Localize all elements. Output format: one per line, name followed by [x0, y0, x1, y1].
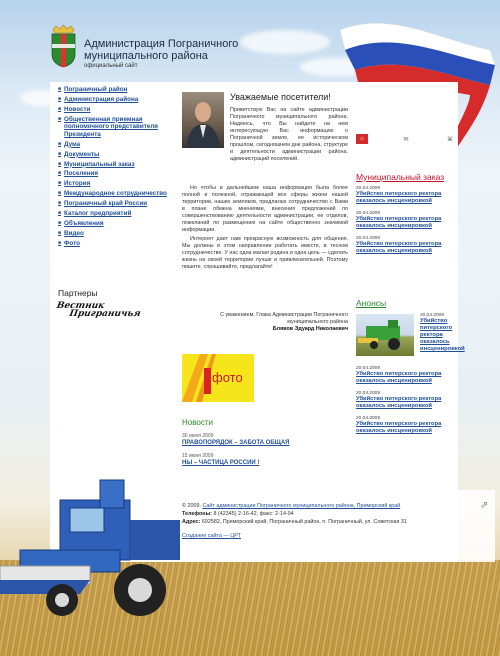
copyright-line — [182, 502, 462, 510]
municipal-order-link[interactable]: Убийство питерского ректора оказалось инсценировкой — [356, 216, 442, 229]
nav-item-label[interactable]: Поселения — [64, 170, 99, 178]
harvester-thumbnail-graphic — [356, 314, 414, 356]
combine-harvester-illustration — [0, 470, 200, 656]
nav-item-label[interactable]: Документы — [64, 150, 100, 158]
news-link[interactable]: НЫ – ЧАСТИЦА РОССИИ ! — [182, 460, 260, 466]
bullet-icon: ■ — [58, 219, 62, 226]
item-date: 20.04.2009 — [356, 236, 381, 241]
greeting-paragraph: Интернет дает нам прекрасную возможность для общения. Мы должны в этом направлении работать вместе, в тесном сотрудничестве. У нас одна малая родина и одна цель — сделать жизнь на своей территории лучше и привлекательней. Поэтому пишите, спрашивайте, предлагайте! — [182, 236, 348, 270]
main-nav — [58, 86, 168, 250]
item-date: 20.04.2009 — [356, 186, 381, 191]
phones-value: 8 (42345) 2-16-42, факс: 2-14-94 — [213, 511, 294, 517]
bullet-icon: ■ — [58, 209, 62, 216]
news-date: 15 июня 2009 — [182, 453, 214, 459]
announcements-list — [356, 366, 456, 441]
nav-item-border-region[interactable] — [58, 200, 168, 208]
photo-banner[interactable] — [182, 354, 254, 402]
nav-item-district[interactable] — [58, 86, 168, 94]
municipal-order-link[interactable]: Убийство питерского ректора оказалось инсценировкой — [356, 241, 442, 254]
phones-label: Телефоны: — [182, 511, 212, 517]
bullet-icon: ■ — [58, 115, 62, 122]
copyright-prefix: © 2009. — [182, 503, 201, 509]
item-date: 20.04.2009 — [356, 391, 381, 396]
home-icon[interactable]: ⌂ — [356, 134, 368, 144]
greeting-body — [182, 185, 348, 271]
nav-item-video[interactable] — [58, 230, 168, 238]
nav-item-label[interactable]: Объявления — [64, 219, 104, 227]
combine-harvester-thumbnail[interactable] — [356, 314, 414, 356]
bullet-icon: ■ — [58, 170, 62, 177]
bullet-icon: ■ — [58, 180, 62, 187]
nav-item-international[interactable] — [58, 190, 168, 198]
sitemap-icon[interactable]: ⌘ — [447, 136, 453, 143]
photo-banner-label: фото — [212, 370, 243, 385]
head-portrait — [182, 92, 224, 148]
announcement-link[interactable]: Убийство питерского ректора оказалось инсценировкой — [356, 371, 442, 384]
nav-item-settlements[interactable] — [58, 170, 168, 178]
news-date: 30 июня 2009 — [182, 433, 214, 439]
municipal-order-link[interactable]: Убийство питерского ректора оказалось инсценировкой — [356, 191, 442, 204]
announcement-link[interactable]: Убийство питерского ректора оказалось инсценировкой — [356, 421, 442, 434]
nav-item-news[interactable] — [58, 106, 168, 114]
announcement-link[interactable]: Убийство питерского ректора оказалось инсценировкой — [420, 318, 465, 352]
bullet-icon: ■ — [58, 140, 62, 147]
nav-item-label[interactable]: Администрация района — [64, 95, 139, 103]
nav-item-label[interactable]: Пограничный район — [64, 86, 128, 93]
greeting-paragraph: Но чтобы в дальнейшем наша информация была более полной и полезной, отражающей все сферы жизни нашей территории, наших земляков, предлагаю сотрудничество с Вами в плане обмена мнениями, внесения предложений по совершенствованию деятельности администрации, ее отделов, пожеланий по размещению на сайте общественно значимой информации. — [182, 185, 348, 233]
vestnik-logo-line2: Приграничья — [68, 309, 142, 319]
bullet-icon: ■ — [58, 229, 62, 236]
bullet-icon: ■ — [58, 95, 62, 102]
municipal-order-heading[interactable]: Муниципальный заказ — [356, 172, 445, 182]
site-subtitle: официальный сайт — [84, 63, 138, 69]
address-line — [182, 518, 462, 526]
nav-item-label[interactable]: Муниципальный заказ — [64, 160, 135, 168]
item-date: 20.04.2009 — [420, 313, 445, 318]
vestnik-logo-line1: Вестник — [55, 301, 106, 311]
nav-item-label[interactable]: Видео — [64, 229, 84, 237]
bullet-icon: ■ — [58, 190, 62, 197]
bullet-icon: ■ — [58, 200, 62, 207]
phones-line — [182, 510, 462, 518]
nav-item-catalog[interactable] — [58, 210, 168, 218]
nav-item-label[interactable]: Новости — [64, 105, 91, 113]
nav-item-label[interactable]: Дума — [64, 140, 81, 148]
signature-line: С уважением, Глава Администрации Пограничного муниципального района — [220, 312, 348, 325]
announcement-link[interactable]: Убийство питерского ректора оказалось инсценировкой — [356, 396, 442, 409]
nav-item-municipal-order[interactable] — [58, 161, 168, 169]
news-list — [182, 432, 350, 473]
nav-item-history[interactable] — [58, 180, 168, 188]
quick-icons — [356, 134, 456, 144]
vestnik-logo[interactable] — [55, 302, 143, 318]
item-date: 20.04.2009 — [356, 416, 381, 421]
bullet-icon: ■ — [58, 239, 62, 246]
bullet-icon: ■ — [58, 160, 62, 167]
coat-of-arms-icon[interactable] — [50, 24, 77, 68]
nav-item-duma[interactable] — [58, 141, 168, 149]
nav-item-label[interactable]: Общественная приемная полномочного представителя Президента — [64, 115, 158, 138]
external-link-icon[interactable]: ⇗ — [480, 500, 489, 511]
announcement-featured — [420, 313, 464, 359]
greeting-signature — [182, 312, 348, 333]
bullet-icon: ■ — [58, 150, 62, 157]
greeting-title: Уважаемые посетители! — [230, 92, 331, 102]
nav-item-label[interactable]: Международное сотрудничество — [64, 190, 167, 198]
site-title[interactable]: Администрация Пограничного муниципального района — [84, 38, 239, 62]
partners-heading: Партнеры — [58, 288, 98, 298]
signature-name: Блявов Эдуард Николаевич — [272, 326, 348, 332]
announcements-heading[interactable]: Анонсы — [356, 298, 387, 308]
item-date: 20.04.2009 — [356, 211, 381, 216]
credit-line — [182, 532, 462, 540]
address-label: Адрес: — [182, 519, 201, 525]
mail-icon[interactable]: ✉ — [403, 136, 409, 143]
address-value: 692582, Приморский край, Пограничный район, п. Пограничный, ул. Советская 31 — [201, 519, 407, 525]
site-credit-link[interactable]: Создание сайта — ЦРТ — [182, 533, 241, 539]
portrait-image — [182, 92, 224, 148]
nav-item-label[interactable]: Каталог предприятий — [64, 209, 132, 217]
news-heading[interactable]: Новости — [182, 418, 213, 427]
site-footer — [182, 502, 462, 540]
nav-item-reception[interactable] — [58, 116, 168, 139]
nav-item-label[interactable]: Фото — [64, 239, 80, 247]
bullet-icon: ■ — [58, 86, 62, 92]
item-date: 20.04.2009 — [356, 366, 381, 371]
copyright-link[interactable]: Сайт администрации Пограничного муниципального района, Приморский край — [202, 503, 401, 509]
greeting-paragraph: Приветствую Вас на сайте администрации Пограничного муниципального района. Надеюсь, что Вы найдете на нем интересующую Вас информацию о Пограничной земле, ее историческом прошлом, сегодняшнем дне района, структуре и деятельности администрации района, администраций поселений. — [230, 107, 348, 162]
nav-item-label[interactable]: Пограничный край России — [64, 200, 148, 208]
nav-item-announcements[interactable] — [58, 220, 168, 228]
nav-item-label[interactable]: История — [64, 180, 91, 188]
site-header — [0, 0, 500, 82]
nav-item-administration[interactable] — [58, 96, 168, 104]
nav-item-documents[interactable] — [58, 151, 168, 159]
nav-item-photo[interactable] — [58, 240, 168, 248]
municipal-order-list — [356, 186, 456, 261]
bullet-icon: ■ — [58, 105, 62, 112]
news-link[interactable]: ПРАВОПОРЯДОК – ЗАБОТА ОБЩАЯ — [182, 440, 290, 446]
